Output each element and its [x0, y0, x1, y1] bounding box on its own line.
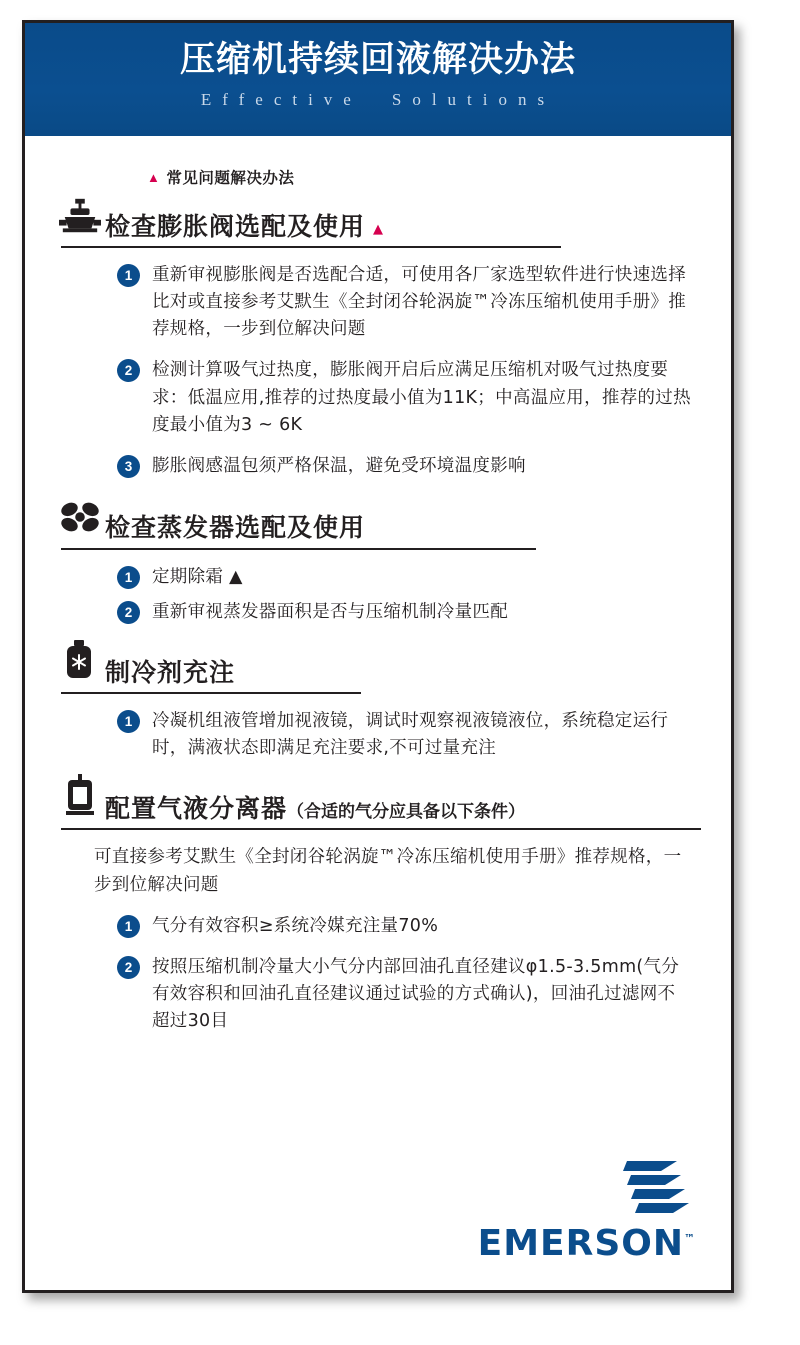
- item-text: 气分有效容积≥系统冷媒充注量70%: [152, 915, 439, 936]
- refrigerant-bottle-icon: [59, 640, 101, 680]
- section-title-note: （合适的气分应具备以下条件）: [287, 801, 526, 822]
- poster: [22, 20, 734, 1293]
- kicker: [147, 166, 697, 188]
- item-number: 1: [117, 915, 140, 938]
- item-number: 2: [117, 601, 140, 624]
- valve-icon: [59, 194, 101, 234]
- list-item: [117, 357, 691, 438]
- section-items: [59, 564, 697, 626]
- list-item: [117, 954, 691, 1035]
- section-note: 可直接参考艾默生《全封闭谷轮涡旋™冷冻压缩机使用手册》推荐规格，一步到位解决问题: [94, 847, 682, 895]
- fan-icon: [59, 496, 101, 536]
- item-number: 2: [117, 359, 140, 382]
- list-item: [117, 564, 691, 591]
- item-text: 重新审视膨胀阀是否选配合适，可使用各厂家选型软件进行快速选择比对或直接参考艾默生《全封闭谷轮涡旋™冷冻压缩机使用手册》推荐规格，一步到位解决问题: [152, 265, 686, 340]
- section-title: 检查膨胀阀选配及使用 ▲: [105, 211, 385, 241]
- section-title: 制冷剂充注: [105, 657, 236, 687]
- item-number: 1: [117, 710, 140, 733]
- section-header: [59, 498, 697, 542]
- divider: [61, 828, 701, 830]
- list-item: [117, 599, 691, 626]
- item-text: 定期除霜 ▲: [152, 566, 243, 587]
- section-header: [59, 778, 697, 822]
- brand-wordmark: EMERSON™: [477, 1223, 695, 1264]
- subtitle-right: Solutions: [391, 89, 556, 109]
- page-title: 压缩机持续回液解决办法: [179, 40, 576, 80]
- subtitle-left: Effective: [200, 89, 362, 109]
- item-text: 按照压缩机制冷量大小气分内部回油孔直径建议φ1.5-3.5mm(气分有效容积和回油孔直径建议通过试验的方式确认)，回油孔过滤网不超过30目: [152, 956, 680, 1031]
- section-items: [59, 708, 697, 762]
- section-expansion-valve: [59, 196, 697, 480]
- item-number: 1: [117, 264, 140, 287]
- section-evaporator: [59, 498, 697, 626]
- divider: [61, 548, 536, 550]
- section-title: 配置气液分离器（合适的气分应具备以下条件）: [105, 793, 526, 823]
- section-items: [59, 913, 697, 1036]
- footer: [478, 1157, 695, 1264]
- list-item: [117, 913, 691, 940]
- list-item: [117, 262, 691, 343]
- section-liquid-separator: [59, 778, 697, 1035]
- list-item: [117, 453, 691, 480]
- poster-header: [25, 23, 731, 136]
- section-refrigerant-charge: [59, 642, 697, 762]
- triangle-icon: ▲: [373, 221, 385, 237]
- item-number: 3: [117, 455, 140, 478]
- item-text: 重新审视蒸发器面积是否与压缩机制冷量匹配: [152, 602, 508, 622]
- emerson-logo-icon: [478, 1157, 695, 1219]
- item-text: 膨胀阀感温包须严格保温，避免受环境温度影响: [152, 455, 526, 476]
- section-header: [59, 196, 697, 240]
- item-text: 冷凝机组液管增加视液镜，调试时观察视液镜液位，系统稳定运行时，满液状态即满足充注要求,不可过量充注: [152, 711, 669, 759]
- poster-body: [25, 136, 731, 1059]
- item-text: 检测计算吸气过热度，膨胀阀开启后应满足压缩机对吸气过热度要求：低温应用,推荐的过热度最小值为11K；中高温应用，推荐的过热度最小值为3 ~ 6K: [152, 360, 691, 435]
- separator-tank-icon: [59, 776, 101, 816]
- item-number: 1: [117, 566, 140, 589]
- section-header: [59, 642, 697, 686]
- section-title: 检查蒸发器选配及使用: [105, 513, 366, 543]
- list-item: [117, 708, 691, 762]
- triangle-icon: ▲: [147, 170, 161, 185]
- item-number: 2: [117, 956, 140, 979]
- divider: [61, 246, 561, 248]
- page-subtitle: [25, 90, 731, 110]
- divider: [61, 692, 361, 694]
- section-items: [59, 262, 697, 480]
- kicker-label: 常见问题解决办法: [166, 170, 295, 187]
